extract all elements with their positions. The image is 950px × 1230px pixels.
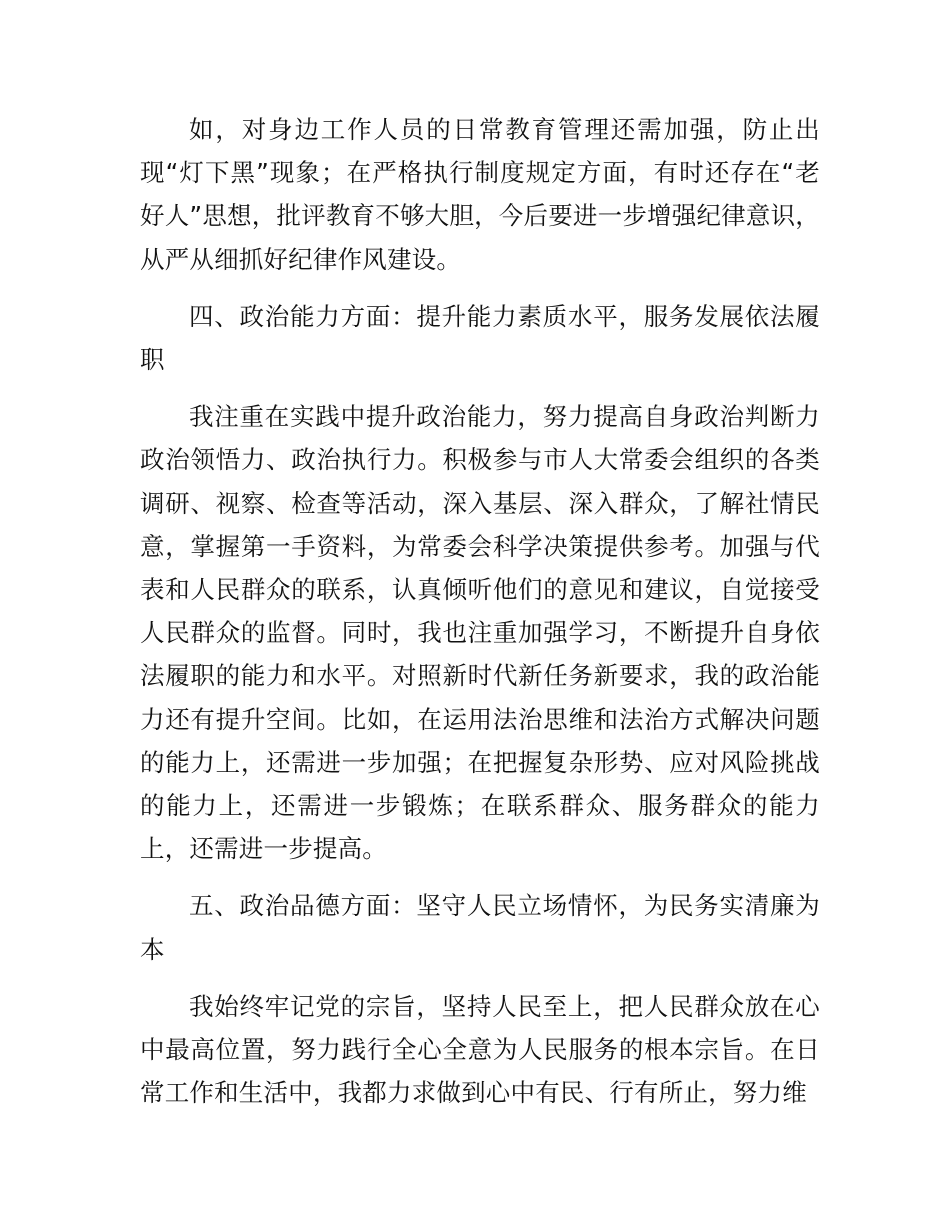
paragraph-political-ability: 我注重在实践中提升政治能力，努力提高自身政治判断力政治领悟力、政治执行力。积极参与市人大常委会组织的各类调研、视察、检查等活动，深入基层、深入群众，了解社情民意，掌握第一手资料，为常委会科学决策提供参考。加强与代表和人民群众的联系，认真倾听他们的意见和建议，自觉接受人民群众的监督。同时，我也注重加强学习，不断提升自身依法履职的能力和水平。对照新时代新任务新要求，我的政治能力还有提升空间。比如，在运用法治思维和法治方式解决问题的能力上，还需进一步加强；在把握复杂形势、应对风险挑战的能力上，还需进一步锻炼；在联系群众、服务群众的能力上，还需进一步提高。	[140, 402, 820, 864]
section-heading-political-morality: 五、政治品德方面：坚守人民立场情怀，为民务实清廉为本	[140, 891, 820, 964]
document-body	[140, 108, 820, 1114]
paragraph-political-morality: 我始终牢记党的宗旨，坚持人民至上，把人民群众放在心中最高位置，努力践行全心全意为人民服务的根本宗旨。在日常工作和生活中，我都力求做到心中有民、行有所止，努力维	[140, 991, 820, 1108]
section-heading-political-ability: 四、政治能力方面：提升能力素质水平，服务发展依法履职	[140, 301, 820, 375]
paragraph-discipline-continuation: 如，对身边工作人员的日常教育管理还需加强，防止出现“灯下黑”现象；在严格执行制度规定方面，有时还存在“老好人”思想，批评教育不够大胆，今后要进一步增强纪律意识，从严从细抓好纪律作风建设。	[140, 115, 820, 274]
